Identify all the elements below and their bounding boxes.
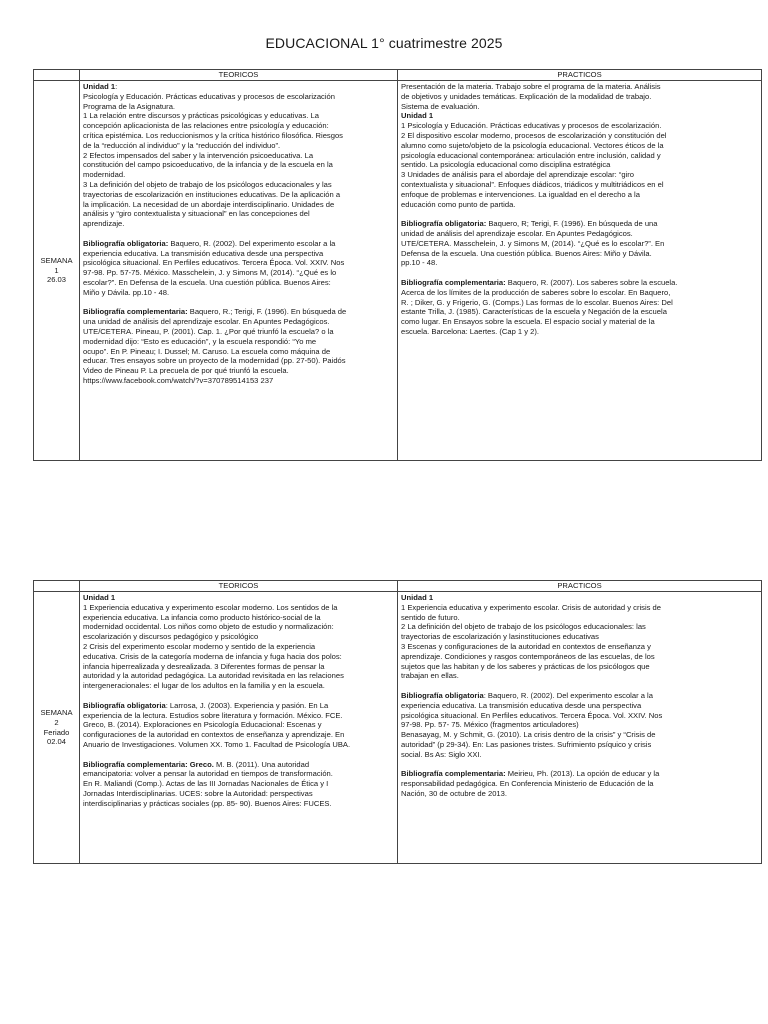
biblio-label: Bibliografía obligatoria [401,690,484,700]
content-line: Presentación de la materia. Trabajo sobre el programa de la materia. Análisis [401,82,661,91]
biblio-line: modernidad dijo: “Esto es educación”, y la escuela respondió: “Yo me [83,336,317,346]
bibliografia-obligatoria [83,701,394,711]
biblio-line: 97-98. Pp. 57-75. México. Masschelein, J. y Simons M, (2014). “¿Qué es lo [83,268,337,278]
biblio-label: Bibliografía complementaria: [83,307,188,317]
week-label-cell [34,592,80,864]
bibliografia-obligatoria [401,219,758,229]
content-line: constitución del campo psicoeducativo, de la infancia y de la escuela en la [83,160,333,170]
unit-label: Unidad 1 [401,593,434,602]
content-line: 1 La relación entre discursos y prácticas psicológicas y educativas. La [83,111,319,121]
content-line: psicología educacional contemporánea: articulación entre inclusión, calidad y [401,150,661,160]
biblio-line: educar. Tres ensayos sobre un proyecto de la modernidad (pp. 27-50). Paidós [83,356,346,366]
week-label-line: 26.03 [46,275,66,285]
content-line: 1 Psicología y Educación. Prácticas educativas y procesos de escolarización. [401,121,662,131]
biblio-line: 97-98. Pp. 57- 75. México (fragmentos articuladores) [401,720,579,730]
content-line: 3 Escenas y configuraciones de la autoridad en contextos de enseñanza y [401,641,651,651]
biblio-text: : Larrosa, J. (2003). Experiencia y pasión. En La [165,700,329,710]
content-line: concepción aplicacionista de las relaciones entre psicología y educación: [83,121,329,131]
header-practicos: PRACTICOS [398,70,762,81]
spacer [83,229,394,239]
content-line: autoridad y la autoridad pedagógica. La autoridad revisitada en las relaciones [83,671,344,681]
bibliografia-obligatoria [401,691,758,701]
spacer [83,691,394,701]
content-line: sentido de futuro. [401,612,460,622]
biblio-line: R. ; Diker, G. y Frigerio, G. (Comps.) Las formas de lo escolar. Buenos Aires: Del [401,297,673,307]
content-line: análisis y “giro contextualista y situacional” en las concepciones del [83,209,310,219]
schedule-table-week-2 [33,580,762,864]
biblio-line: Miño y Dávila. pp.10 - 48. [83,287,170,297]
content-line: aprendizaje. Condiciones y rasgos contemporáneos de las escuelas, de los [401,651,655,661]
biblio-line: estante Trilla, J. (1985). Características de la escuela y Negación de la escuela [401,307,667,317]
week-label-line: 1 [54,265,59,275]
biblio-line: Nación, 30 de octubre de 2013. [401,788,507,798]
biblio-label: Bibliografía obligatoria: [83,238,169,248]
schedule-table-week-1 [33,69,762,461]
biblio-line: experiencia educativa. La transmisión educativa desde una perspectiva [83,248,324,258]
content-line: educativa. Crisis de la categoría moderna de infancia y fuga hacia dos polos: [83,651,342,661]
biblio-line: unidad de análisis del aprendizaje escolar. En Apuntes Pedagógicos. [401,228,633,238]
header-empty-cell [34,70,80,81]
week-label-line: 2 [54,717,59,727]
biblio-line: Greco, B. (2014). Exploraciones en Psicología Educacional: Escenas y [83,720,322,730]
biblio-line: Acerca de los límites de la producción de saberes sobre lo escolar. En Baquero, [401,287,671,297]
biblio-text: Baquero, R.; Terigi, F. (1996). En búsqueda de [187,307,347,317]
header-practicos: PRACTICOS [398,581,762,592]
biblio-line: social. Bs As: Siglo XXI. [401,749,482,759]
content-line: sentido. La psicología educacional como disciplina estratégica [401,160,611,170]
practicos-cell [398,592,762,864]
content-line: trabajan en ellas. [401,671,459,681]
content-line: intergeneracionales: el lugar de los adultos en la familia y en la escuela. [83,681,325,691]
biblio-label: Bibliografía complementaria: Greco. [83,759,214,769]
biblio-text: Baquero, R. (2002). Del experimento escolar a la [168,238,336,248]
content-line: 2 El dispositivo escolar moderno, procesos de escolarización y constitución del [401,130,667,140]
content-line: contextualista y situacional”. Enfoques diádicos, triádicos y multitriádicos en el [401,179,664,189]
content-line: alumno como sujeto/objeto de la psicología educacional. Vectores éticos de la [401,140,664,150]
biblio-line: Defensa de la escuela. Una cuestión pública. Buenos Aires: Miño y Dávila. [401,248,652,258]
content-line: Psicología y Educación. Prácticas educativas y procesos de escolarización [83,91,335,101]
spacer [401,681,758,691]
content-line: modernidad occidental. Los niños como objeto de estudio y normalización: [83,622,334,632]
content-line: educación como punto de partida. [401,199,516,209]
table-header-row [34,581,762,592]
biblio-line: escolar?”. En Defensa de la escuela. Una cuestión pública. Buenos Aires: [83,277,331,287]
biblio-line: Jornadas Interdisciplinarias. UCES: sobre la Autoridad: perspectivas [83,788,313,798]
content-line: 3 La definición del objeto de trabajo de los psicólogos educacionales y las [83,179,332,189]
content-line: sujetos que las habitan y de los saberes y prácticas de los psicólogos que [401,661,650,671]
content-line: 1 Experiencia educativa y experimento escolar. Crisis de autoridad y crisis de [401,602,662,612]
biblio-line: una unidad de análisis del aprendizaje escolar. En Apuntes Pedagógicos. [83,317,330,327]
content-line: escolarización y discursos pedagógico y psicológico [83,632,259,642]
biblio-text: Baquero, R; Terigi, F. (1996). En búsqueda de una [486,219,658,229]
header-teoricos: TEORICOS [80,581,398,592]
week-label-line: SEMANA [40,255,73,265]
week-label-line: 02.04 [46,737,66,747]
bibliografia-obligatoria [83,239,394,249]
content-line: de la “reducción al individuo” y la “reducción del individuo”. [83,140,281,150]
biblio-label: Bibliografía obligatoria: [401,219,487,229]
biblio-line: Benasayag, M. y Schmit, G. (2010). La crisis dentro de la crisis” y “Crisis de [401,730,656,740]
bibliografia-complementaria [83,760,394,770]
content-line: 2 Crisis del experimento escolar moderno y sentido de la experiencia [83,641,316,651]
bibliografia-complementaria [401,278,758,288]
content-line: aprendizaje. [83,219,125,229]
header-empty-cell [34,581,80,592]
header-teoricos: TEORICOS [80,70,398,81]
biblio-text: Baquero, R. (2007). Los saberes sobre la escuela. [505,277,678,287]
content-line: crítica epistémica. Los reduccionismos y la crítica histórico filosófica. Riesgos [83,130,343,140]
content-line: trayectorias de escolarización en instituciones educativas. De la aplicación a [83,189,341,199]
content-line: 1 Experiencia educativa y experimento escolar moderno. Los sentidos de la [83,602,338,612]
bibliografia-complementaria [83,307,394,317]
biblio-line: ocupo”. En P. Pineau; I. Dussel; M. Caruso. La escuela como máquina de [83,346,331,356]
content-line: de objetivos y unidades temáticas. Explicación de la modalidad de trabajo. [401,91,652,101]
content-line: modernidad. [83,170,126,180]
biblio-line: https://www.facebook.com/watch/?v=370789514153 237 [83,375,274,385]
biblio-line: UTE/CETERA. Masschelein, J. y Simons M, (2014). “¿Qué es lo escolar?”. En [401,238,665,248]
practicos-cell [398,81,762,461]
content-line: infancia hiperrealizada y desrealizada. 3 Diferentes formas de pensar la [83,661,325,671]
spacer [83,750,394,760]
biblio-line: experiencia de la lectura. Estudios sobre literatura y formación. México. FCE. [83,710,343,720]
bibliografia-complementaria [401,769,758,779]
unit-heading [83,82,394,92]
content-line: 3 Unidades de análisis para el abordaje del aprendizaje escolar: “giro [401,170,635,180]
teoricos-cell [80,81,398,461]
biblio-line: autoridad” (p 29-34). En: Las pasiones tristes. Sufrimiento psíquico y crisis [401,739,652,749]
unit-label: Unidad 1 [83,593,116,602]
biblio-line: responsabilidad pedagógica. En Conferencia Ministerio de Educación de la [401,779,654,789]
table-row [34,81,762,461]
spacer [401,209,758,219]
biblio-line: En R. Maliandi (Comp.). Actas de las III Jornadas Nacionales de Ética y I [83,779,329,789]
biblio-line: como lugar. En Ensayos sobre la escuela. El espacio social y material de la [401,317,655,327]
spacer [401,760,758,770]
unit-label: Unidad 1 [83,82,116,91]
biblio-line: psicológica situacional. En Perfiles educativos. Tercera Época. Vol. XXIV. Nos [401,710,663,720]
content-line: 2 Efectos impensados del saber y la intervención psicoeducativa. La [83,150,314,160]
biblio-line: interdisciplinarias y prácticas sociales (pp. 85- 90). Buenos Aires: FUCES. [83,798,332,808]
week-label-line: Feriado [43,727,70,737]
biblio-text: M. B. (2011). Una autoridad [213,759,310,769]
biblio-line: experiencia educativa. La transmisión educativa desde una perspectiva [401,700,642,710]
spacer [83,298,394,308]
spacer [401,268,758,278]
week-label-cell [34,81,80,461]
week-label-line: SEMANA [40,707,73,717]
unit-label: Unidad 1 [401,111,434,121]
content-line: enfoque de problemas e intervenciones. La igualdad en el derecho a la [401,189,640,199]
biblio-text: : Baquero, R. (2002). Del experimento escolar a la [483,690,653,700]
biblio-line: UTE/CETERA. Pineau, P. (2001). Cap. 1. ¿Por qué triunfó la escuela? o la [83,326,334,336]
biblio-label: Bibliografía obligatoria [83,700,166,710]
table-row [34,592,762,864]
table-header-row [34,70,762,81]
content-line: trayectorias de escolarización y lasinstituciones educativas [401,632,599,642]
biblio-label: Bibliografía complementaria: [401,769,506,779]
teoricos-cell [80,592,398,864]
unit-suffix: : [115,82,118,91]
content-line: la implicación. La necesidad de un abordaje interdisciplinario. Unidades de [83,199,335,209]
content-line: experiencia educativa. La infancia como producto histórico-social de la [83,612,321,622]
biblio-line: configuraciones de la autoridad en contextos de enseñanza y aprendizaje. En [83,730,345,740]
document-title: EDUCACIONAL 1° cuatrimestre 2025 [265,35,503,51]
biblio-text: Meirieu, Ph. (2013). La opción de educar y la [505,769,660,779]
biblio-line: Video de Pineau P. La precuela de por qué triunfó la escuela. [83,366,289,376]
content-line: 2 La definición del objeto de trabajo de los psicólogos educacionales: las [401,622,646,632]
biblio-line: pp.10 - 48. [401,258,438,268]
biblio-line: emancipatoria: volver a pensar la autoridad en tiempos de transformación. [83,769,333,779]
biblio-line: escuela. Barcelona: Laertes. (Cap 1 y 2). [401,326,540,336]
biblio-line: Anuario de Investigaciones. Volumen XX. Tomo 1. Facultad de Psicología UBA. [83,739,351,749]
biblio-line: psicológica situacional. En Perfiles educativos. Tercera Época. Vol. XXIV. Nos [83,258,345,268]
content-line: Sistema de evaluación. [401,101,480,111]
biblio-label: Bibliografía complementaria: [401,277,506,287]
content-line: Programa de la Asignatura. [83,101,176,111]
